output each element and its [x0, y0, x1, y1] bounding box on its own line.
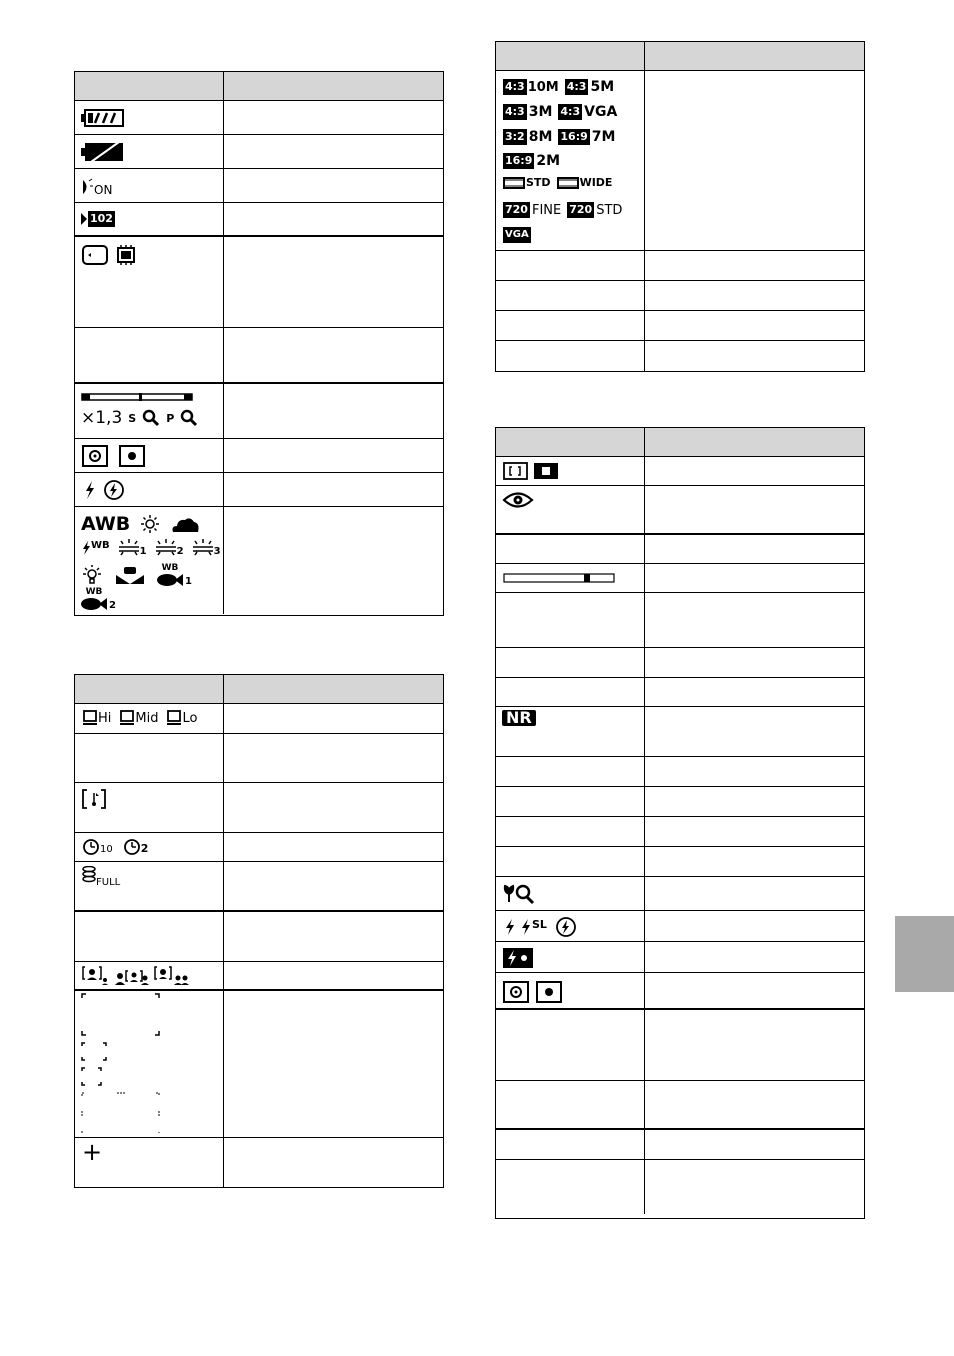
- aspect-4-3-icon: 4:3: [505, 105, 525, 118]
- table-row: [496, 486, 864, 535]
- spot-meter-crosshair-icon: +: [82, 1138, 103, 1166]
- spot-metering-icon: [536, 981, 562, 1003]
- wb-flash-icon: [81, 540, 91, 556]
- flash-icon: [83, 480, 97, 500]
- af-range-finder-frames-icon: [81, 993, 161, 1133]
- indicator-table-2: [74, 674, 444, 1188]
- exposure-bar-icon: [503, 572, 615, 584]
- nr-slow-shutter-icon: NR: [502, 710, 536, 726]
- fluorescent-icon: [192, 539, 214, 557]
- recording-indicators-icon: [503, 462, 559, 480]
- indicator-table-4: [495, 427, 865, 1219]
- multi-metering-icon: [503, 981, 529, 1003]
- precision-zoom-icon: [180, 409, 198, 427]
- indicator-table-3: [495, 41, 865, 372]
- table-row: ×1,3 S P: [75, 384, 443, 439]
- awb-label: AWB: [81, 513, 131, 535]
- fluorescent-icon: [118, 539, 140, 557]
- underwater-icon: [157, 573, 183, 587]
- flash-off-icon: [555, 916, 577, 938]
- image-size-icons: 4:3 10M 4:3 5M 4:3 3M 4:3 VGA 3:2 8M 16:9 7M 16:9 2M STD WIDE 720 FINE 720 STD VGA: [496, 71, 645, 250]
- table-row: [496, 847, 864, 877]
- panorama-wide-icon: [557, 177, 579, 189]
- table-row: [75, 101, 443, 135]
- table-row: [496, 1160, 864, 1214]
- table-row: [75, 328, 443, 384]
- table-row: [75, 734, 443, 783]
- aspect-3-2-icon: 3:2: [505, 130, 525, 143]
- chapter-tab: [895, 916, 954, 992]
- movie-720-icon: 720: [569, 203, 593, 216]
- table-row: [496, 251, 864, 281]
- burst-mid-icon: [119, 710, 135, 726]
- battery-empty-icon: [81, 140, 125, 164]
- table-row: [75, 704, 443, 734]
- table-row: [496, 942, 864, 973]
- aspect-16-9-icon: 16:9: [560, 130, 588, 143]
- red-eye-icon: [502, 489, 534, 511]
- table-row: [75, 783, 443, 833]
- table-row: [496, 457, 864, 486]
- table-row: [75, 962, 443, 991]
- table-row: [496, 564, 864, 593]
- indicator-table-1: [74, 71, 444, 616]
- flash-off-icon: [103, 479, 125, 501]
- table-row: [496, 877, 864, 911]
- table-header: [496, 428, 864, 457]
- face-detect-auto-icon: [154, 966, 190, 986]
- table-row: [496, 341, 864, 371]
- fluorescent-icon: [155, 539, 177, 557]
- face-detect-adult-icon: [114, 966, 150, 986]
- table-row: [496, 593, 864, 648]
- table-row: [496, 1081, 864, 1130]
- self-timer-10-icon: [82, 837, 100, 855]
- table-row: [496, 535, 864, 564]
- table-row: [496, 757, 864, 787]
- buffer-full-icon: FULL: [82, 866, 120, 888]
- cloud-icon: [170, 514, 200, 534]
- table-row: [496, 817, 864, 847]
- table-row: [75, 473, 443, 507]
- burst-icons: Hi Mid Lo: [82, 710, 197, 726]
- self-timer-2-icon: [123, 837, 141, 855]
- table-row: [75, 991, 443, 1138]
- folder-icon: 102: [81, 211, 115, 227]
- face-detect-child-icon: [82, 966, 110, 986]
- spot-metering-icon: [119, 445, 145, 467]
- table-row: [496, 281, 864, 311]
- zoom-scale-icon: [81, 392, 193, 402]
- aspect-16-9-icon: 16:9: [505, 154, 533, 167]
- table-row: AWB WB 1 2 3 WB 1 WB 2: [75, 507, 443, 614]
- zoom-value: ×1,3: [81, 408, 123, 428]
- aspect-4-3-icon: 4:3: [566, 80, 587, 93]
- table-header: [496, 42, 864, 71]
- movie-720-icon: 720: [505, 203, 528, 216]
- incandescent-icon: [81, 564, 103, 586]
- table-row: SL: [496, 911, 864, 942]
- aspect-4-3-icon: 4:3: [505, 80, 525, 93]
- memory-stick-icon: [81, 244, 109, 266]
- face-detection-icons: [82, 966, 190, 986]
- table-row: [75, 439, 443, 473]
- battery-full-icon: [81, 108, 125, 128]
- table-row: [496, 973, 864, 1010]
- table-header: [75, 675, 443, 704]
- table-row: [75, 862, 443, 912]
- table-row: [496, 787, 864, 817]
- aspect-4-3-icon: 4:3: [560, 105, 581, 118]
- table-row: [75, 912, 443, 962]
- burst-hi-icon: [82, 710, 98, 726]
- underwater-icon: [81, 597, 107, 611]
- macro-focus-icon: [82, 789, 106, 809]
- burst-lo-icon: [166, 710, 182, 726]
- flash-icon: [504, 918, 516, 936]
- table-header: [75, 72, 443, 101]
- table-row: [496, 648, 864, 678]
- table-row: 10 2: [75, 833, 443, 862]
- macro-magnifier-icon: [503, 882, 537, 906]
- flash-charging-icon: [503, 948, 533, 968]
- table-row: [496, 1130, 864, 1160]
- table-row: [496, 311, 864, 341]
- slow-sync-flash-icon: [520, 918, 532, 936]
- af-illuminator-icon: ON: [81, 177, 112, 197]
- table-row: [496, 678, 864, 707]
- table-row: [75, 1138, 443, 1187]
- panorama-std-icon: [503, 177, 525, 189]
- table-row: [496, 1010, 864, 1081]
- table-row: [75, 237, 443, 328]
- table-row: [496, 707, 864, 757]
- table-row: [75, 135, 443, 169]
- custom-wb-icon: [115, 565, 145, 585]
- internal-memory-icon: [115, 244, 137, 266]
- movie-vga-icon: VGA: [503, 227, 531, 243]
- smart-zoom-icon: [142, 409, 160, 427]
- table-row: [75, 169, 443, 203]
- table-row: [496, 71, 864, 251]
- sun-icon: [140, 514, 160, 534]
- table-row: [75, 203, 443, 237]
- multi-metering-icon: [82, 445, 108, 467]
